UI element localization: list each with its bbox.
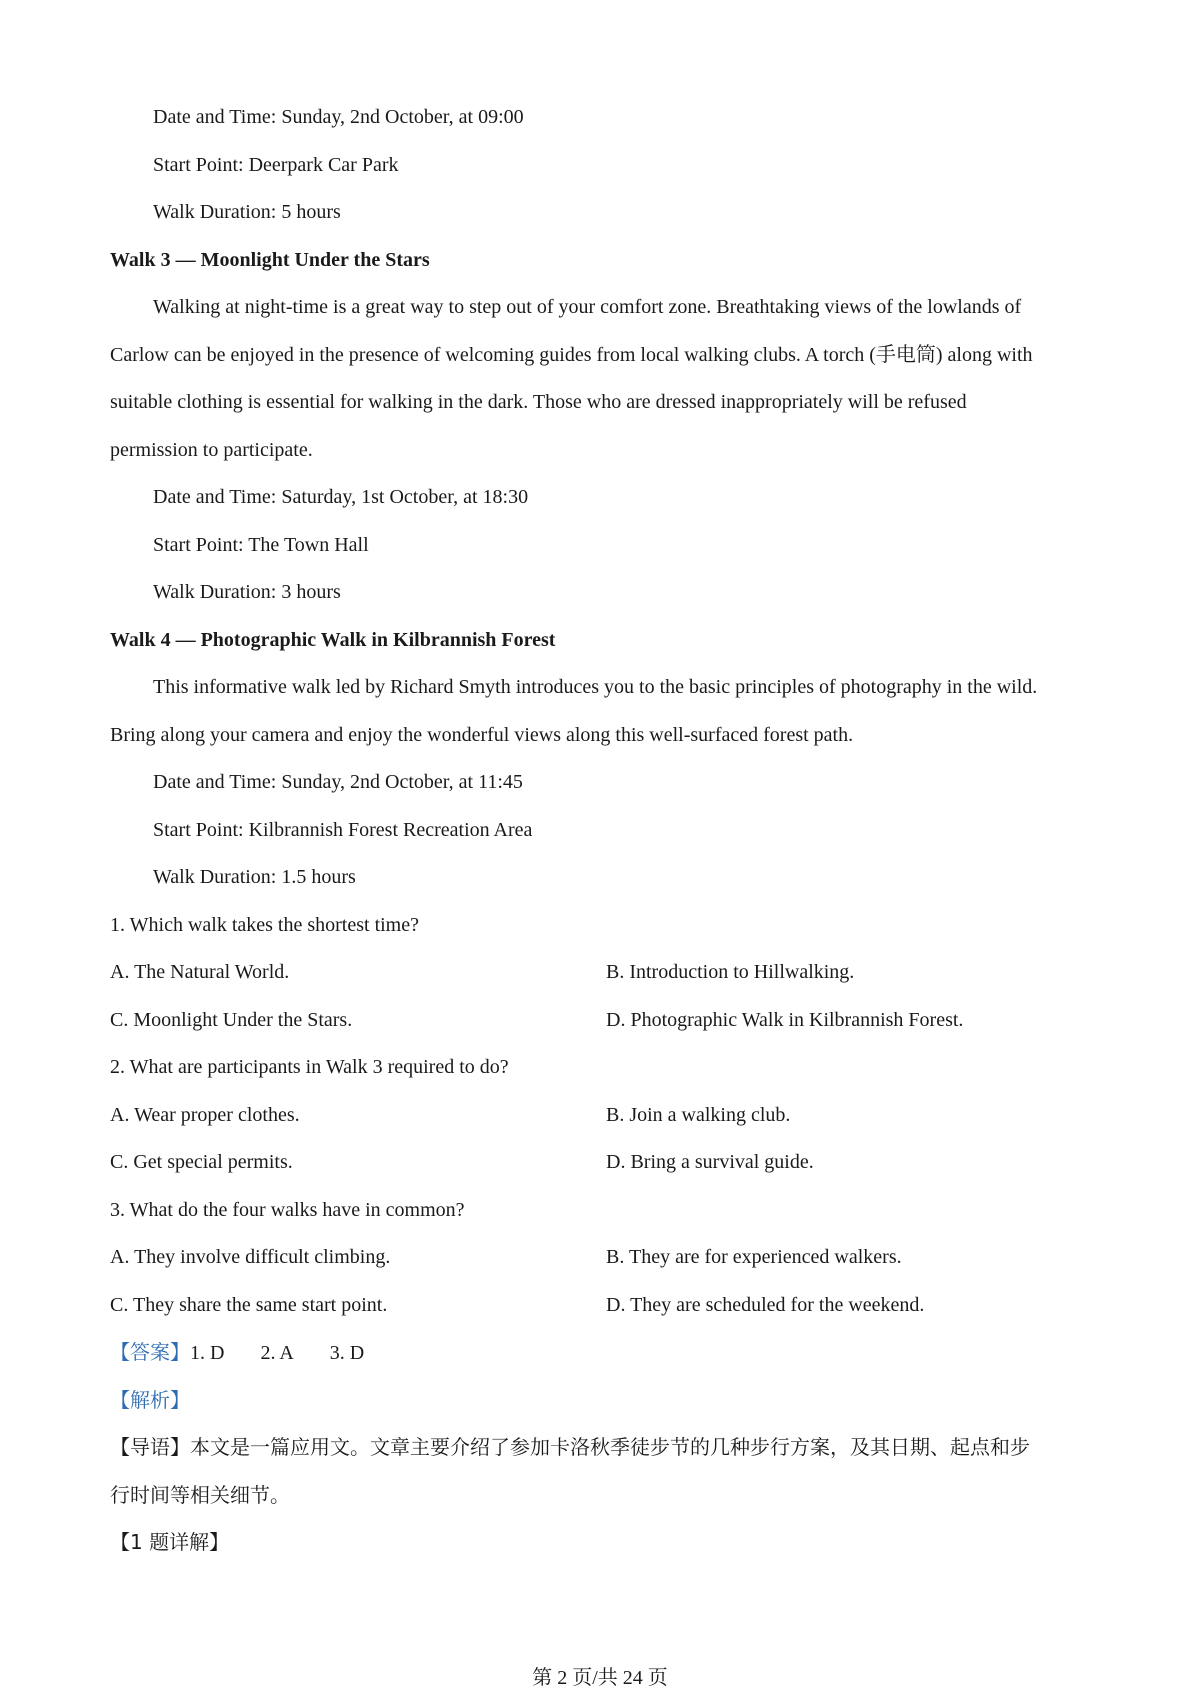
question-3: 3. What do the four walks have in common?	[110, 1199, 465, 1221]
q3-option-d: D. They are scheduled for the weekend.	[606, 1294, 925, 1316]
guide-line: 行时间等相关细节。	[110, 1483, 290, 1507]
guide-line: 【导语】本文是一篇应用文。文章主要介绍了参加卡洛秋季徒步节的几种步行方案，及其日期、起点和步	[110, 1435, 1030, 1459]
walk3-heading: Walk 3 — Moonlight Under the Stars	[110, 249, 430, 271]
q1-option-b: B. Introduction to Hillwalking.	[606, 961, 855, 983]
page-footer: 第 2 页/共 24 页	[532, 1667, 668, 1689]
walk2-start-point: Start Point: Deerpark Car Park	[153, 154, 399, 176]
walk4-para-line: This informative walk led by Richard Smyth introduces you to the basic principles of photography in the wild.	[153, 676, 1038, 698]
walk4-para-line: Bring along your camera and enjoy the wonderful views along this well-surfaced forest path.	[110, 724, 854, 746]
q1-option-c: C. Moonlight Under the Stars.	[110, 1009, 353, 1031]
walk3-duration: Walk Duration: 3 hours	[153, 581, 341, 603]
answer-3: 3. D	[329, 1342, 365, 1364]
q3-option-c: C. They share the same start point.	[110, 1294, 388, 1316]
walk3-date-time: Date and Time: Saturday, 1st October, at 18:30	[153, 486, 529, 508]
answer-1: 1. D	[190, 1342, 225, 1364]
q1-option-d: D. Photographic Walk in Kilbrannish Forest.	[606, 1009, 964, 1031]
walk3-para-line: Carlow can be enjoyed in the presence of welcoming guides from local walking clubs. A torch (手电筒) along with	[110, 344, 1033, 366]
q2-option-b: B. Join a walking club.	[606, 1104, 791, 1126]
walk3-para-line: permission to participate.	[110, 439, 313, 461]
walk4-heading: Walk 4 — Photographic Walk in Kilbrannish Forest	[110, 629, 556, 651]
q2-option-d: D. Bring a survival guide.	[606, 1151, 814, 1173]
walk4-duration: Walk Duration: 1.5 hours	[153, 866, 356, 888]
analysis-label: 【解析】	[110, 1388, 190, 1412]
q3-option-a: A. They involve difficult climbing.	[110, 1246, 391, 1268]
walk2-date-time: Date and Time: Sunday, 2nd October, at 09:00	[153, 106, 524, 128]
answer-line	[110, 1338, 364, 1367]
answer-2: 2. A	[260, 1342, 294, 1364]
q2-option-c: C. Get special permits.	[110, 1151, 293, 1173]
answer-label: 【答案】	[110, 1340, 190, 1364]
q1-option-a: A. The Natural World.	[110, 961, 290, 983]
walk3-start-point: Start Point: The Town Hall	[153, 534, 369, 556]
q3-option-b: B. They are for experienced walkers.	[606, 1246, 902, 1268]
walk3-para-line: Walking at night-time is a great way to step out of your comfort zone. Breathtaking views of the lowlands of	[153, 296, 1022, 318]
walk3-para-line: suitable clothing is essential for walking in the dark. Those who are dressed inappropriately will be refused	[110, 391, 967, 413]
walk4-start-point: Start Point: Kilbrannish Forest Recreation Area	[153, 819, 533, 841]
question-1: 1. Which walk takes the shortest time?	[110, 914, 419, 936]
walk4-date-time: Date and Time: Sunday, 2nd October, at 11:45	[153, 771, 523, 793]
detail-label: 【1 题详解】	[110, 1530, 230, 1554]
walk2-duration: Walk Duration: 5 hours	[153, 201, 341, 223]
question-2: 2. What are participants in Walk 3 required to do?	[110, 1056, 509, 1078]
q2-option-a: A. Wear proper clothes.	[110, 1104, 300, 1126]
